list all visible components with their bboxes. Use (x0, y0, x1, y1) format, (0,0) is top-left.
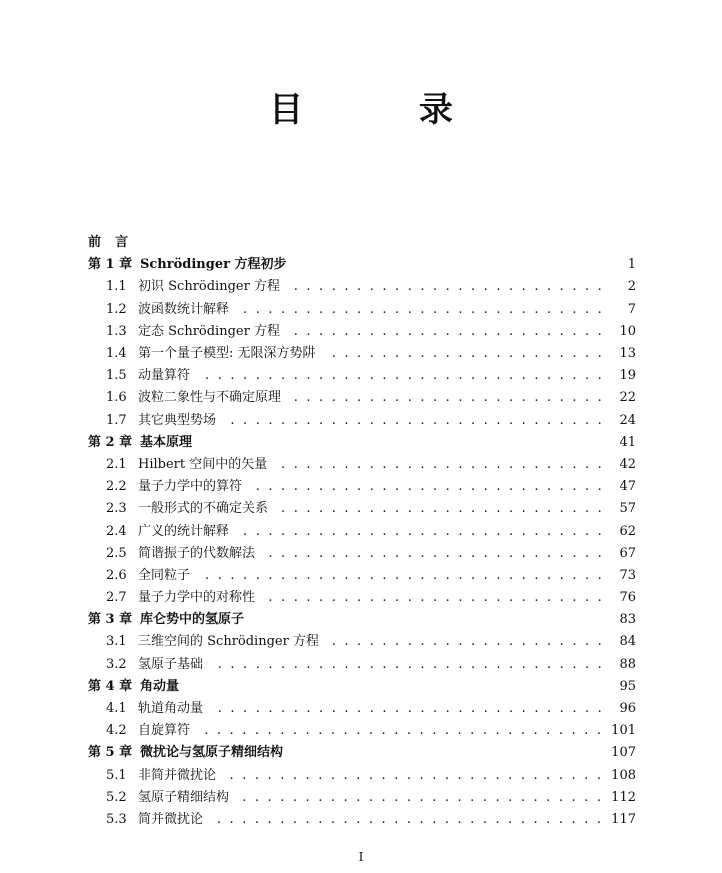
chapter-title: 基本原理 (140, 434, 193, 450)
dot-leader (237, 301, 604, 319)
section-page-number: 76 (619, 590, 636, 606)
chapter-label: 第 2 章 (88, 434, 133, 450)
chapter-label: 第 5 章 (88, 745, 133, 761)
section-page-number: 19 (619, 368, 636, 384)
section-title: 轨道角动量 (138, 701, 204, 717)
chapter-page-number: 107 (611, 745, 636, 761)
section-page-number: 47 (619, 479, 636, 495)
dot-leader (289, 389, 604, 407)
section-page-number: 117 (611, 811, 636, 827)
section-number: 1.4 (106, 346, 127, 362)
chapter-title: 角动量 (140, 678, 180, 694)
page-number-footer: I (358, 850, 364, 864)
section-number: 2.3 (106, 501, 127, 517)
toc-section-row[interactable] (88, 299, 636, 321)
section-title: 简并微扰论 (138, 811, 204, 827)
section-title: 第一个量子模型: 无限深方势阱 (138, 346, 316, 362)
section-number: 5.1 (106, 767, 127, 783)
section-title: 氢原子基础 (138, 656, 204, 672)
preface-label: 前言 (88, 235, 143, 251)
dot-leader (288, 278, 604, 296)
section-title: 量子力学中的对称性 (138, 590, 256, 606)
chapter-label: 第 1 章 (88, 257, 133, 273)
toc-section-row[interactable] (88, 587, 636, 609)
section-number: 2.4 (106, 523, 127, 539)
dot-leader (211, 656, 604, 674)
toc-chapter-row[interactable] (88, 432, 636, 454)
dot-leader (211, 700, 604, 718)
dot-leader (263, 545, 604, 563)
section-title: 动量算符 (138, 368, 191, 384)
dot-leader (263, 589, 604, 607)
section-number: 2.2 (106, 479, 127, 495)
chapter-title: Schrödinger 方程初步 (140, 257, 287, 273)
toc-section-row[interactable] (88, 387, 636, 409)
toc-section-row[interactable] (88, 365, 636, 387)
toc-section-row[interactable] (88, 720, 636, 742)
toc-section-row[interactable] (88, 543, 636, 565)
section-page-number: 84 (619, 634, 636, 650)
section-page-number: 96 (619, 701, 636, 717)
dot-leader (224, 412, 604, 430)
toc-title: 目 录 (269, 90, 505, 130)
toc-section-row[interactable] (88, 631, 636, 653)
toc-section-row[interactable] (88, 276, 636, 298)
toc-section-row[interactable] (88, 765, 636, 787)
dot-leader (324, 345, 604, 363)
section-title: 一般形式的不确定关系 (138, 501, 269, 517)
section-page-number: 7 (627, 301, 636, 317)
section-title: 量子力学中的算符 (138, 479, 243, 495)
toc-chapter-row[interactable] (88, 742, 636, 764)
section-number: 2.6 (106, 567, 127, 583)
section-number: 2.1 (106, 456, 127, 472)
dot-leader (211, 811, 603, 829)
dot-leader (198, 367, 604, 385)
section-title: 氢原子精细结构 (138, 789, 230, 805)
toc-section-row[interactable] (88, 698, 636, 720)
dot-leader (198, 722, 603, 740)
section-title: 其它典型势场 (138, 412, 217, 428)
section-page-number: 42 (619, 456, 636, 472)
section-page-number: 13 (619, 346, 636, 362)
section-page-number: 112 (611, 789, 636, 805)
section-title: Hilbert 空间中的矢量 (138, 456, 268, 472)
dot-leader (276, 500, 604, 518)
section-title: 自旋算符 (138, 723, 191, 739)
dot-leader (275, 456, 604, 474)
section-page-number: 2 (627, 279, 636, 295)
section-number: 1.6 (106, 390, 127, 406)
chapter-title: 微扰论与氢原子精细结构 (140, 745, 284, 761)
toc-section-row[interactable] (88, 343, 636, 365)
section-page-number: 24 (619, 412, 636, 428)
section-number: 1.7 (106, 412, 127, 428)
section-number: 3.2 (106, 656, 127, 672)
dot-leader (198, 567, 604, 585)
chapter-label: 第 4 章 (88, 678, 133, 694)
toc-section-row[interactable] (88, 498, 636, 520)
section-title: 定态 Schrödinger 方程 (138, 323, 280, 339)
chapter-page-number: 1 (627, 257, 636, 273)
chapter-page-number: 83 (619, 612, 636, 628)
dot-leader (250, 478, 604, 496)
section-number: 5.3 (106, 811, 127, 827)
section-title: 波函数统计解释 (138, 301, 230, 317)
dot-leader (237, 789, 603, 807)
section-number: 4.2 (106, 723, 127, 739)
chapter-page-number: 95 (619, 678, 636, 694)
section-number: 2.5 (106, 545, 127, 561)
section-title: 非简并微扰论 (138, 767, 217, 783)
section-title: 波粒二象性与不确定原理 (138, 390, 282, 406)
dot-leader (288, 323, 604, 341)
section-number: 4.1 (106, 701, 127, 717)
section-page-number: 108 (611, 767, 636, 783)
toc-section-row[interactable] (88, 565, 636, 587)
section-number: 1.1 (106, 279, 127, 295)
section-number: 3.1 (106, 634, 127, 650)
section-title: 广义的统计解释 (138, 523, 230, 539)
dot-leader (327, 633, 604, 651)
section-page-number: 22 (619, 390, 636, 406)
toc-chapter-row[interactable] (88, 609, 636, 631)
dot-leader (224, 767, 603, 785)
chapter-title: 库仑势中的氢原子 (140, 612, 245, 628)
section-page-number: 101 (611, 723, 636, 739)
section-number: 1.5 (106, 368, 127, 384)
section-title: 全同粒子 (138, 567, 191, 583)
toc-section-row[interactable] (88, 321, 636, 343)
section-title: 简谐振子的代数解法 (138, 545, 256, 561)
toc-chapter-row[interactable] (88, 676, 636, 698)
toc-section-row[interactable] (88, 654, 636, 676)
toc-section-row[interactable] (88, 410, 636, 432)
dot-leader (237, 523, 604, 541)
toc-section-row[interactable] (88, 787, 636, 809)
toc-preface-row[interactable] (88, 232, 636, 254)
section-number: 5.2 (106, 789, 127, 805)
toc-chapter-row[interactable] (88, 254, 636, 276)
section-page-number: 57 (619, 501, 636, 517)
section-page-number: 67 (619, 545, 636, 561)
toc-section-row[interactable] (88, 454, 636, 476)
toc-section-row[interactable] (88, 520, 636, 542)
section-number: 2.7 (106, 590, 127, 606)
section-number: 1.3 (106, 323, 127, 339)
section-page-number: 88 (619, 656, 636, 672)
chapter-page-number: 41 (619, 434, 636, 450)
toc-section-row[interactable] (88, 809, 636, 831)
section-number: 1.2 (106, 301, 127, 317)
section-page-number: 10 (619, 323, 636, 339)
section-page-number: 62 (619, 523, 636, 539)
toc-section-row[interactable] (88, 476, 636, 498)
table-of-contents (88, 232, 636, 831)
section-title: 初识 Schrödinger 方程 (138, 279, 280, 295)
chapter-label: 第 3 章 (88, 612, 133, 628)
section-title: 三维空间的 Schrödinger 方程 (138, 634, 319, 650)
section-page-number: 73 (619, 567, 636, 583)
